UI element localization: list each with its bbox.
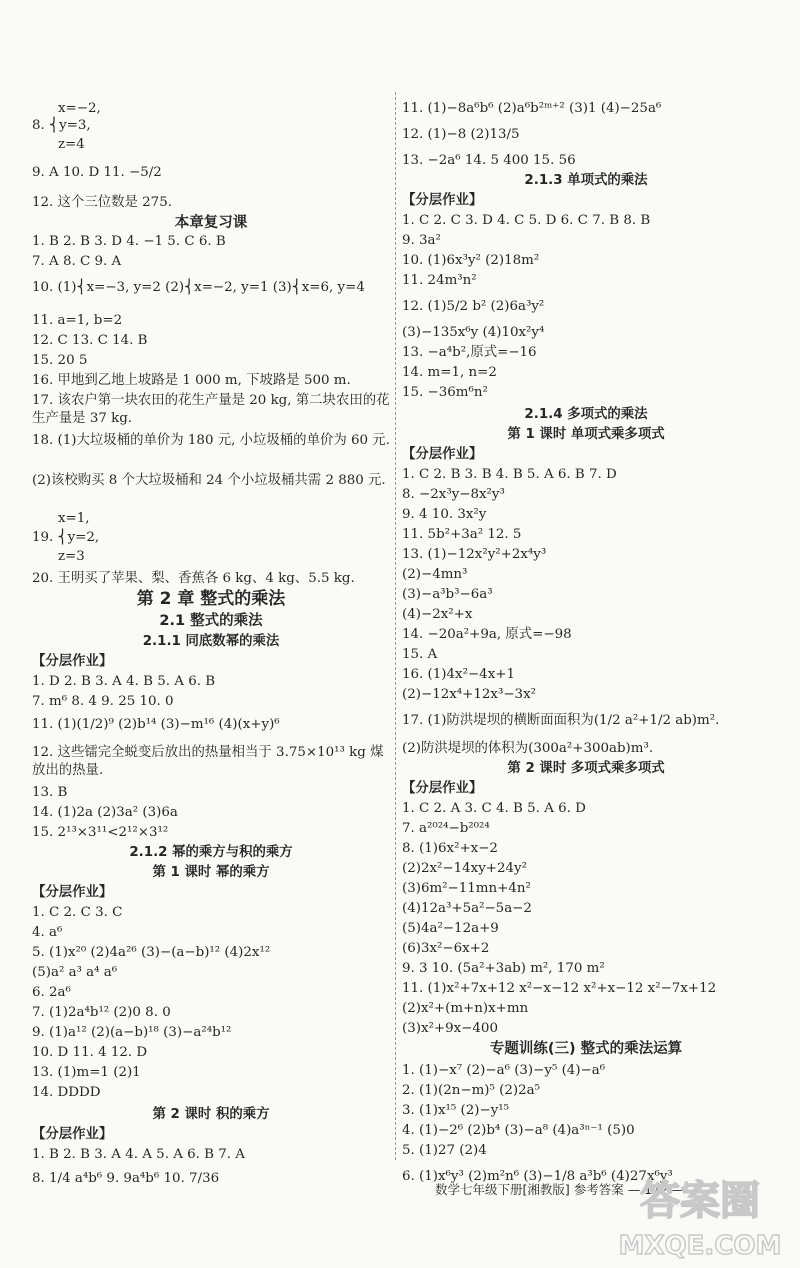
section-heading: 2.1.2 幂的乘方与积的乘方 [129, 845, 293, 860]
answer-line: 8. 1/4 a⁴b⁶ 9. 9a⁴b⁶ 10. 7/36 [32, 1171, 220, 1186]
answer-line: 7. a²⁰²⁴−b²⁰²⁴ [402, 821, 490, 836]
section-heading: 第 1 课时 单项式乘多项式 [507, 427, 665, 442]
answer-line: 11. (1)x²+7x+12 x²−x−12 x²+x−12 x²−7x+12 [402, 981, 717, 996]
answer-line: (5)a² a³ a⁴ a⁶ [32, 965, 118, 980]
answer-line: 9. A 10. D 11. −5/2 [32, 165, 162, 180]
answer-line: 13. (1)m=1 (2)1 [32, 1065, 141, 1080]
answer-line: 14. (1)2a (2)3a² (3)6a [32, 805, 178, 820]
answer-line: 7. A 8. C 9. A [32, 254, 122, 269]
answer-line: 7. m⁶ 8. 4 9. 25 10. 0 [32, 694, 174, 709]
answer-line: 10. (1)6x³y² (2)18m² [402, 253, 540, 268]
answer-line: 1. D 2. B 3. A 4. B 5. A 6. B [32, 674, 216, 689]
answer-line: x=1, [58, 511, 90, 526]
section-heading: 2.1.1 同底数幂的乘法 [142, 634, 280, 649]
section-heading: 专题训练(三) 整式的乘法运算 [489, 1041, 683, 1057]
answer-line: 9. 4 10. 3x²y [402, 507, 487, 522]
answer-line: 16. 甲地到乙地上坡路是 1 000 m, 下坡路是 500 m. [32, 373, 351, 388]
section-tag: 【分层作业】 [32, 885, 113, 900]
answer-line: 1. C 2. C 3. D 4. C 5. D 6. C 7. B 8. B [402, 213, 651, 228]
answer-line: (2)2x²−14xy+24y² [402, 861, 527, 876]
answer-line: 14. m=1, n=2 [402, 365, 497, 380]
answer-line: 4. (1)−2⁶ (2)b⁴ (3)−a⁸ (4)a³ⁿ⁻¹ (5)0 [402, 1123, 635, 1138]
answer-line: 19. ⎨y=2, [32, 530, 100, 545]
answer-line: 12. 这个三位数是 275. [32, 195, 172, 210]
answer-line: (2)防洪堤坝的体积为(300a²+300ab)m³. [402, 741, 654, 756]
answer-line: 8. ⎨y=3, [32, 118, 91, 133]
section-tag: 【分层作业】 [32, 654, 113, 669]
answer-line: 4. a⁶ [32, 925, 63, 940]
answer-line: 6. 2a⁶ [32, 985, 71, 1000]
answer-line: 11. a=1, b=2 [32, 313, 123, 328]
section-tag: 【分层作业】 [402, 447, 483, 462]
answer-line: 16. (1)4x²−4x+1 [402, 667, 515, 682]
section-heading: 2.1.4 多项式的乘法 [524, 407, 648, 422]
answer-line: (6)3x²−6x+2 [402, 941, 490, 956]
answer-line: 11. (1)−8a⁶b⁶ (2)a⁶b²ᵐ⁺² (3)1 (4)−25a⁶ [402, 101, 662, 116]
answer-line: 9. 3a² [402, 233, 441, 248]
answer-line: 15. A [402, 647, 438, 662]
answer-line: 9. 3 10. (5a²+3ab) m², 170 m² [402, 961, 605, 976]
answer-line: 8. (1)6x²+x−2 [402, 841, 498, 856]
answer-line: (2)−4mn³ [402, 567, 468, 582]
answer-line: 11. 5b²+3a² 12. 5 [402, 527, 522, 542]
answer-line: 17. 该农户第一块农田的花生产量是 20 kg, 第二块农田的花生产量是 37 kg. [32, 393, 390, 426]
answer-line: 15. 20 5 [32, 353, 88, 368]
answer-line: 13. (1)−12x²y²+2x⁴y³ [402, 547, 547, 562]
answer-line: (3)x²+9x−400 [402, 1021, 498, 1036]
section-heading: 第 2 章 整式的乘法 [136, 589, 286, 609]
answer-line: (3)−a³b³−6a³ [402, 587, 493, 602]
answer-line: 1. C 2. B 3. B 4. B 5. A 6. B 7. D [402, 467, 617, 482]
answer-line: 9. (1)a¹² (2)(a−b)¹⁸ (3)−a²⁴b¹² [32, 1025, 232, 1040]
section-heading: 本章复习课 [174, 215, 248, 231]
answer-line: (2)x²+(m+n)x+mn [402, 1001, 529, 1016]
answer-line: 15. −36m⁶n² [402, 385, 488, 400]
answer-line: 13. −2a⁶ 14. 5 400 15. 56 [402, 153, 576, 168]
answer-line: z=4 [58, 137, 85, 152]
answer-line: 1. (1)−x⁷ (2)−a⁶ (3)−y⁵ (4)−a⁶ [402, 1063, 606, 1078]
section-heading: 2.1 整式的乘法 [159, 613, 263, 629]
answer-line: 3. (1)x¹⁵ (2)−y¹⁵ [402, 1103, 510, 1118]
answer-line: 20. 王明买了苹果、梨、香蕉各 6 kg、4 kg、5.5 kg. [32, 571, 355, 586]
answer-line: 11. (1)(1/2)⁹ (2)b¹⁴ (3)−m¹⁶ (4)(x+y)⁶ [32, 717, 280, 732]
answer-line: 1. C 2. C 3. C [32, 905, 123, 920]
answer-line: 1. B 2. B 3. A 4. A 5. A 6. B 7. A [32, 1147, 245, 1162]
column-divider [395, 92, 396, 1160]
answer-line: (4)12a³+5a²−5a−2 [402, 901, 532, 916]
answer-line: 12. (1)−8 (2)13/5 [402, 127, 520, 142]
answer-line: 12. C 13. C 14. B [32, 333, 148, 348]
section-heading: 2.1.3 单项式的乘法 [524, 173, 648, 188]
answer-line: (4)−2x²+x [402, 607, 473, 622]
answer-line: 10. (1)⎨x=−3, y=2 (2)⎨x=−2, y=1 (3)⎨x=6, y=4 [32, 280, 365, 295]
answer-line: 1. B 2. B 3. D 4. −1 5. C 6. B [32, 234, 226, 249]
answer-line: (2)该校购买 8 个大垃圾桶和 24 个小垃圾桶共需 2 880 元. [32, 473, 386, 488]
answer-line: 6. (1)x⁶y³ (2)m²n⁶ (3)−1/8 a³b⁶ (4)27x⁶y³ [402, 1169, 673, 1184]
answer-line: (2)−12x⁴+12x³−3x² [402, 687, 536, 702]
answer-line: 13. −a⁴b²,原式=−16 [402, 345, 537, 360]
section-heading: 第 2 课时 积的乘方 [152, 1107, 270, 1122]
answer-line: (3)6m²−11mn+4n² [402, 881, 531, 896]
answer-line: 14. DDDD [32, 1085, 101, 1100]
answer-line: 10. D 11. 4 12. D [32, 1045, 148, 1060]
answer-line: x=−2, [58, 101, 101, 116]
answer-line: (5)4a²−12a+9 [402, 921, 499, 936]
answer-line: 18. (1)大垃圾桶的单价为 180 元, 小垃圾桶的单价为 60 元. [32, 433, 390, 448]
answer-line: 7. (1)2a⁴b¹² (2)0 8. 0 [32, 1005, 171, 1020]
answer-line: 13. B [32, 785, 68, 800]
section-heading: 第 1 课时 幂的乘方 [152, 865, 270, 880]
section-heading: 第 2 课时 多项式乘多项式 [507, 761, 665, 776]
answer-line: z=3 [58, 549, 85, 564]
answer-line: 15. 2¹³×3¹¹<2¹²×3¹² [32, 825, 169, 840]
answer-line: 14. −20a²+9a, 原式=−98 [402, 627, 572, 642]
answer-line: 5. (1)x²⁰ (2)4a²⁶ (3)−(a−b)¹² (4)2x¹² [32, 945, 271, 960]
answer-line: 17. (1)防洪堤坝的横断面面积为(1/2 a²+1/2 ab)m². [402, 713, 720, 728]
answer-line: 8. −2x³y−8x²y³ [402, 487, 505, 502]
answer-line: (3)−135x⁶y (4)10x²y⁴ [402, 325, 545, 340]
answer-line: 11. 24m³n² [402, 273, 477, 288]
answer-line: 12. (1)5/2 b² (2)6a³y² [402, 299, 545, 314]
svg-text:答案圈: 答案圈 [640, 1178, 760, 1224]
svg-text:MXQE.COM: MXQE.COM [618, 1231, 782, 1261]
section-tag: 【分层作业】 [402, 193, 483, 208]
page-footer: 数学七年级下册[湘教版] 参考答案 — 172 — [435, 1182, 685, 1197]
answer-line: 1. C 2. A 3. C 4. B 5. A 6. D [402, 801, 586, 816]
answer-line: 2. (1)(2n−m)⁵ (2)2a⁵ [402, 1083, 540, 1098]
section-tag: 【分层作业】 [32, 1127, 113, 1142]
section-tag: 【分层作业】 [402, 781, 483, 796]
answer-line: 12. 这些镭完全蜕变后放出的热量相当于 3.75×10¹³ kg 煤放出的热量. [32, 745, 384, 778]
answer-line: 5. (1)27 (2)4 [402, 1143, 487, 1158]
